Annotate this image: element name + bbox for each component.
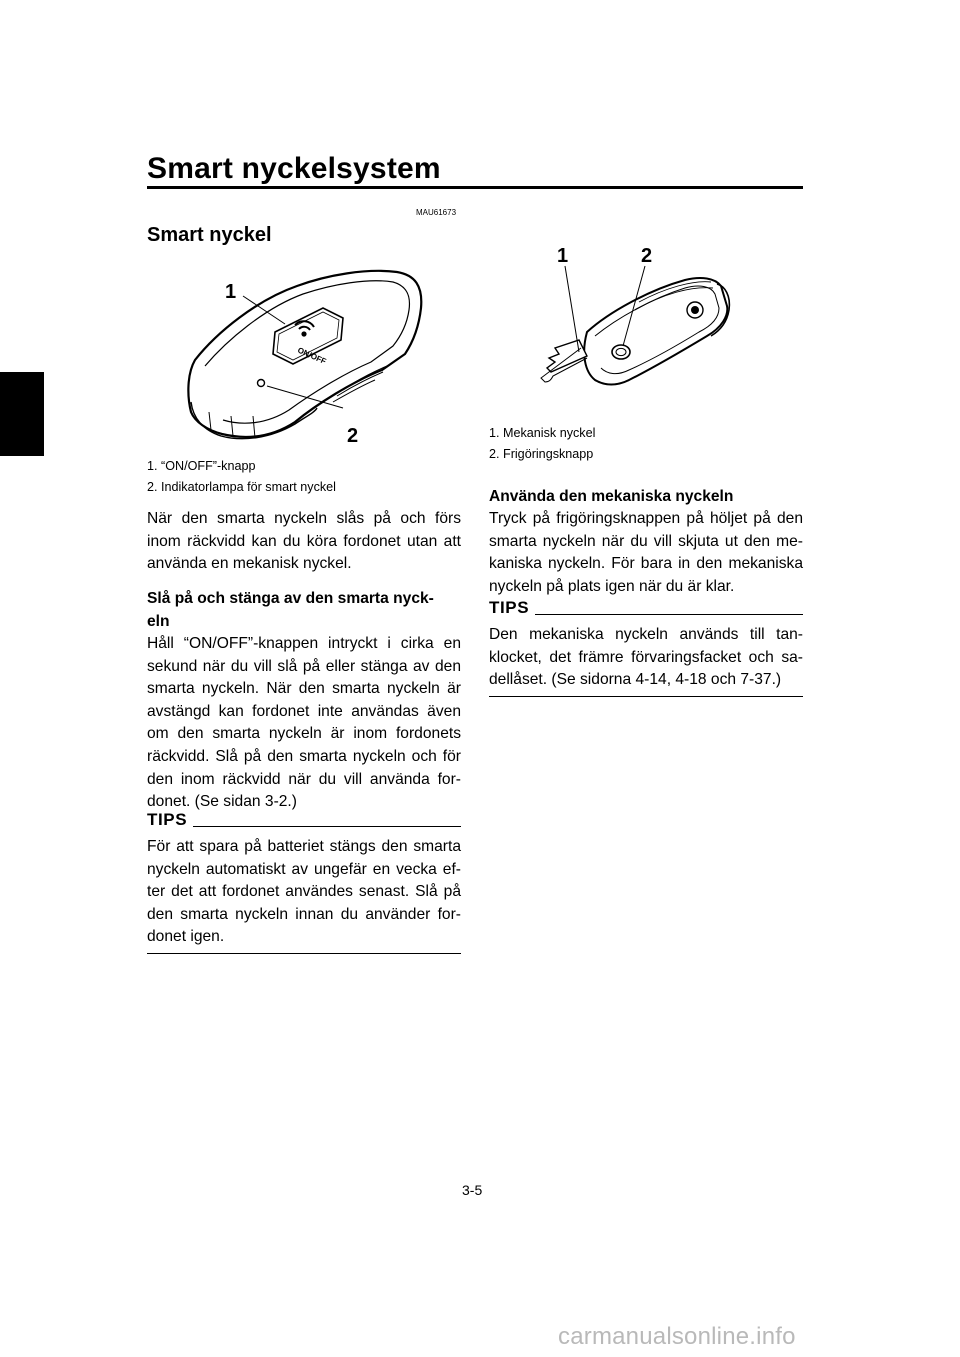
tips-header-1	[147, 808, 461, 830]
tips-label-1: TIPS	[147, 810, 188, 829]
onoff-heading-line1: Slå på och stänga av den smarta nyck-	[147, 590, 434, 607]
tips-box-1	[147, 808, 461, 954]
tips-end-rule-1	[147, 953, 461, 954]
callout-1: 1	[557, 245, 569, 267]
tips-rule-1	[193, 826, 461, 827]
figure1-captions	[147, 456, 461, 498]
tips-end-rule-2	[489, 696, 803, 697]
mechanical-key-illustration	[489, 236, 803, 416]
mechanical-heading: Använda den mekaniska nyckeln	[489, 488, 734, 505]
callout-1: 1	[225, 281, 237, 303]
page-number: 3-5	[462, 1182, 483, 1198]
tips-label-2: TIPS	[489, 598, 530, 617]
reference-code: MAU61673	[416, 208, 457, 217]
figure1-caption-2: 2. Indikatorlampa för smart nyckel	[147, 480, 336, 494]
callout-2: 2	[641, 245, 653, 267]
callout-2: 2	[347, 425, 359, 447]
tips-header-2	[489, 596, 803, 618]
onoff-heading-line2: eln	[147, 612, 170, 630]
chapter-number: 3	[20, 388, 31, 408]
tips-box-2	[489, 596, 803, 697]
figure2-caption-2: 2. Frigöringsknapp	[489, 447, 594, 461]
figure1-caption-1: 1. “ON/OFF”-knapp	[147, 459, 256, 473]
onoff-button-label: ON/OFF	[296, 345, 328, 367]
section-heading: Smart nyckel	[147, 224, 272, 246]
intro-paragraph: När den smarta nyckeln slås på och förs inom räckvidd kan du köra fordonet utan att använda en mekanisk nyckel.	[147, 510, 461, 573]
onoff-body: Håll “ON/OFF”-knappen intryckt i cirka en sekund när du vill slå på eller stänga av den smarta nyckeln. När den smarta nyckeln är avstängd kan fordonet inte användas även om den smarta nyckeln är inom fordonets räckvidd. Slå på den smarta nyckeln och för den inom räckvidd när du vill använda for-donet. (Se sidan 3-2.)	[147, 635, 461, 811]
mechanical-body: Tryck på frigöringsknappen på höljet på den smarta nyckeln när du vill skjuta ut den me-kaniska nyckeln. För bara in den mekaniska nyckeln på plats igen när du är klar.	[489, 510, 803, 595]
figure2-caption-1: 1. Mekanisk nyckel	[489, 426, 596, 440]
tips-body-1: För att spara på batteriet stängs den smarta nyckeln automatiskt av ungefär en vecka ef-ter det att fordonet användes senast. Slå på den smarta nyckeln innan du använder for-donet igen.	[147, 838, 461, 946]
tips-body-2: Den mekaniska nyckeln används till tan-klocket, det främre förvaringsfacket och sa-dellåset. (Se sidorna 4-14, 4-18 och 7-37.)	[489, 626, 803, 689]
onoff-heading	[147, 588, 461, 633]
title-rule	[147, 186, 803, 189]
chapter-tab	[0, 372, 44, 456]
watermark: carmanualsonline.info	[558, 1323, 796, 1350]
figure2-captions	[489, 423, 803, 465]
tips-rule-2	[535, 614, 803, 615]
smart-key-illustration	[147, 262, 461, 452]
page-title: Smart nyckelsystem	[147, 152, 441, 185]
